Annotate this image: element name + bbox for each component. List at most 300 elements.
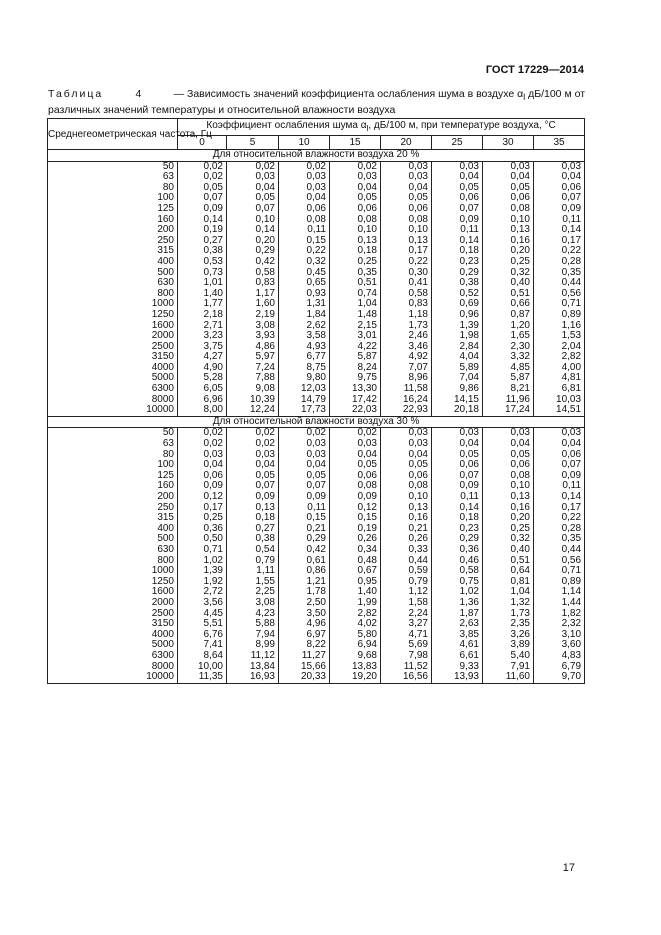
coefficient-cell: 0,38 (227, 534, 279, 545)
coefficient-cell: 0,52 (432, 289, 483, 300)
coefficient-cell: 0,29 (432, 268, 483, 279)
coefficient-cell: 0,05 (381, 460, 432, 471)
coefficient-cell: 4,00 (534, 363, 585, 374)
coefficient-cell: 1,17 (227, 289, 279, 300)
coefficient-cell: 2,35 (483, 619, 534, 630)
frequency-cell: 500 (48, 534, 178, 545)
coefficient-cell: 1,48 (330, 310, 381, 321)
coefficient-cell: 1,32 (483, 598, 534, 609)
coefficient-cell: 0,03 (483, 428, 534, 439)
frequency-cell: 125 (48, 471, 178, 482)
coefficient-cell: 0,07 (227, 481, 279, 492)
coefficient-cell: 0,03 (381, 172, 432, 183)
coefficient-cell: 8,75 (279, 363, 330, 374)
coefficient-cell: 0,16 (483, 503, 534, 514)
coefficient-cell: 0,15 (330, 513, 381, 524)
frequency-cell: 5000 (48, 373, 178, 384)
coefficient-cell: 0,04 (330, 183, 381, 194)
coefficient-cell: 4,93 (279, 342, 330, 353)
coefficient-cell: 0,06 (483, 460, 534, 471)
coefficient-cell: 8,99 (227, 640, 279, 651)
coefficient-cell: 0,18 (432, 513, 483, 524)
coefficient-cell: 0,08 (381, 481, 432, 492)
frequency-cell: 315 (48, 513, 178, 524)
coefficient-cell: 0,40 (483, 278, 534, 289)
coefficient-cell: 0,05 (432, 183, 483, 194)
coefficient-cell: 0,29 (279, 534, 330, 545)
coefficient-cell: 0,28 (534, 257, 585, 268)
coefficient-cell: 9,70 (534, 672, 585, 683)
coefficient-cell: 1,36 (432, 598, 483, 609)
coefficient-cell: 5,40 (483, 651, 534, 662)
coefficient-cell: 0,05 (483, 183, 534, 194)
coefficient-cell: 0,20 (483, 513, 534, 524)
coefficient-cell: 0,11 (534, 215, 585, 226)
coefficient-cell: 0,22 (534, 513, 585, 524)
temperature-header: 30 (483, 136, 534, 150)
frequency-cell: 100 (48, 193, 178, 204)
coefficient-cell: 3,08 (227, 321, 279, 332)
table-row (48, 405, 585, 416)
coefficient-cell: 12,24 (227, 405, 279, 416)
coefficient-cell: 0,53 (178, 257, 227, 268)
coefficient-cell: 0,34 (330, 545, 381, 556)
frequency-cell: 1250 (48, 577, 178, 588)
coefficient-cell: 0,71 (534, 566, 585, 577)
coefficient-cell: 0,18 (227, 513, 279, 524)
coefficient-cell: 0,15 (279, 513, 330, 524)
coefficient-cell: 0,05 (330, 193, 381, 204)
coefficient-cell: 0,87 (483, 310, 534, 321)
coefficient-cell: 1,12 (381, 587, 432, 598)
coefficient-cell: 1,31 (279, 299, 330, 310)
coefficient-cell: 0,25 (483, 524, 534, 535)
frequency-cell: 4000 (48, 363, 178, 374)
coefficient-cell: 0,13 (330, 236, 381, 247)
coefficient-cell: 0,10 (381, 225, 432, 236)
coefficient-cell: 0,02 (330, 428, 381, 439)
coefficient-cell: 0,02 (330, 161, 381, 172)
coefficient-cell: 5,89 (432, 363, 483, 374)
coefficient-cell: 14,15 (432, 395, 483, 406)
coefficient-cell: 4,23 (227, 609, 279, 620)
frequency-cell: 800 (48, 289, 178, 300)
caption-text-end: дБ/100 м от (525, 88, 585, 100)
coefficient-cell: 3,32 (483, 352, 534, 363)
coefficient-cell: 1,40 (178, 289, 227, 300)
coefficient-cell: 0,23 (432, 524, 483, 535)
coefficient-cell: 6,79 (534, 662, 585, 673)
coefficient-cell: 6,81 (534, 384, 585, 395)
coefficient-cell: 0,42 (227, 257, 279, 268)
coefficient-cell: 0,02 (178, 428, 227, 439)
coefficient-cell: 0,14 (534, 492, 585, 503)
frequency-cell: 500 (48, 268, 178, 279)
coefficient-cell: 0,54 (227, 545, 279, 556)
coefficient-cell: 0,07 (279, 481, 330, 492)
coefficient-cell: 0,38 (432, 278, 483, 289)
coefficient-cell: 0,07 (178, 193, 227, 204)
table-row (48, 598, 585, 609)
frequency-cell: 63 (48, 172, 178, 183)
temperature-header: 35 (534, 136, 585, 150)
coefficient-cell: 3,01 (330, 331, 381, 342)
coefficient-cell: 0,11 (432, 492, 483, 503)
coefficient-cell: 0,09 (227, 492, 279, 503)
coefficient-cell: 3,26 (483, 630, 534, 641)
coefficient-cell: 0,06 (381, 471, 432, 482)
coefficient-cell: 0,61 (279, 556, 330, 567)
coefficient-cell: 0,79 (227, 556, 279, 567)
coefficient-cell: 0,95 (330, 577, 381, 588)
coefficient-cell: 0,32 (483, 534, 534, 545)
frequency-cell: 50 (48, 161, 178, 172)
coefficient-cell: 0,18 (432, 246, 483, 257)
frequency-cell: 630 (48, 545, 178, 556)
coefficient-cell: 0,06 (330, 204, 381, 215)
coefficient-cell: 5,80 (330, 630, 381, 641)
coefficient-cell: 0,09 (432, 215, 483, 226)
coefficient-cell: 0,05 (227, 193, 279, 204)
coefficient-cell: 0,04 (227, 183, 279, 194)
coefficient-cell: 9,75 (330, 373, 381, 384)
coefficient-cell: 0,83 (381, 299, 432, 310)
coefficient-cell: 0,29 (227, 246, 279, 257)
coefficient-cell: 0,44 (381, 556, 432, 567)
coefficient-cell: 0,41 (381, 278, 432, 289)
frequency-cell: 80 (48, 183, 178, 194)
coefficient-cell: 0,09 (178, 204, 227, 215)
coefficient-cell: 0,96 (432, 310, 483, 321)
coefficient-cell: 0,07 (432, 204, 483, 215)
coefficient-cell: 0,42 (279, 545, 330, 556)
coefficient-cell: 0,03 (432, 161, 483, 172)
coefficient-cell: 0,05 (483, 450, 534, 461)
coefficient-cell: 0,74 (330, 289, 381, 300)
coefficient-cell: 0,08 (381, 215, 432, 226)
coefficient-cell: 1,44 (534, 598, 585, 609)
coefficient-cell: 0,58 (227, 268, 279, 279)
coefficient-cell: 0,36 (178, 524, 227, 535)
coefficient-cell: 0,08 (330, 481, 381, 492)
coefficient-cell: 0,03 (279, 439, 330, 450)
coefficient-cell: 19,20 (330, 672, 381, 683)
coefficient-cell: 0,04 (483, 172, 534, 183)
coefficient-cell: 2,82 (330, 609, 381, 620)
coefficient-cell: 0,03 (381, 161, 432, 172)
coefficient-cell: 0,58 (381, 289, 432, 300)
coefficient-cell: 0,03 (227, 172, 279, 183)
coefficient-cell: 10,03 (534, 395, 585, 406)
coefficient-cell: 1,39 (178, 566, 227, 577)
coefficient-cell: 0,21 (381, 524, 432, 535)
coefficient-cell: 2,82 (534, 352, 585, 363)
coefficient-cell: 8,24 (330, 363, 381, 374)
coefficient-cell: 6,97 (279, 630, 330, 641)
coefficient-cell: 4,71 (381, 630, 432, 641)
coefficient-cell: 6,77 (279, 352, 330, 363)
coefficient-cell: 2,32 (534, 619, 585, 630)
temperature-header: 25 (432, 136, 483, 150)
table-row (48, 492, 585, 503)
caption-line-2: различных значений температуры и относительной влажности воздуха (48, 104, 396, 117)
frequency-cell: 400 (48, 257, 178, 268)
coefficient-cell: 0,30 (381, 268, 432, 279)
coefficient-cell: 11,60 (483, 672, 534, 683)
frequency-cell: 250 (48, 503, 178, 514)
coefficient-cell: 2,24 (381, 609, 432, 620)
standard-code: ГОСТ 17229—2014 (485, 64, 584, 76)
coefficient-cell: 22,03 (330, 405, 381, 416)
coefficient-cell: 16,56 (381, 672, 432, 683)
table-row (48, 672, 585, 683)
coefficient-cell: 0,93 (279, 289, 330, 300)
coefficient-cell: 0,08 (279, 215, 330, 226)
coefficient-cell: 0,10 (483, 215, 534, 226)
coefficient-cell: 3,75 (178, 342, 227, 353)
coefficient-cell: 0,22 (534, 246, 585, 257)
coefficient-cell: 2,62 (279, 321, 330, 332)
coefficient-cell: 0,35 (534, 268, 585, 279)
coefficient-cell: 0,06 (483, 193, 534, 204)
coefficient-cell: 0,51 (483, 289, 534, 300)
coefficient-cell: 11,27 (279, 651, 330, 662)
coefficient-cell: 7,41 (178, 640, 227, 651)
frequency-cell: 160 (48, 481, 178, 492)
coefficient-cell: 2,72 (178, 587, 227, 598)
coefficient-cell: 0,05 (381, 193, 432, 204)
frequency-cell: 10000 (48, 405, 178, 416)
coefficient-cell: 1,55 (227, 577, 279, 588)
coefficient-cell: 0,09 (330, 492, 381, 503)
coefficient-cell: 0,04 (178, 460, 227, 471)
coefficient-cell: 0,04 (381, 450, 432, 461)
coefficient-cell: 1,39 (432, 321, 483, 332)
coefficient-cell: 0,20 (483, 246, 534, 257)
coefficient-cell: 0,32 (483, 268, 534, 279)
coefficient-cell: 7,94 (227, 630, 279, 641)
coefficient-cell: 0,02 (227, 439, 279, 450)
coefficient-cell: 8,22 (279, 640, 330, 651)
frequency-cell: 2500 (48, 342, 178, 353)
coefficient-cell: 1,20 (483, 321, 534, 332)
coefficient-cell: 0,71 (178, 545, 227, 556)
coefficient-cell: 1,40 (330, 587, 381, 598)
coefficient-cell: 0,06 (330, 471, 381, 482)
coefficient-cell: 0,35 (534, 534, 585, 545)
coefficient-cell: 1,99 (330, 598, 381, 609)
coefficient-cell: 20,33 (279, 672, 330, 683)
coefficient-cell: 0,08 (330, 215, 381, 226)
coefficient-cell: 0,19 (330, 524, 381, 535)
coefficient-cell: 7,88 (227, 373, 279, 384)
coefficient-cell: 0,58 (432, 566, 483, 577)
coefficient-cell: 1,02 (432, 587, 483, 598)
coefficient-cell: 0,03 (381, 439, 432, 450)
coefficient-cell: 7,91 (483, 662, 534, 673)
coefficient-cell: 1,21 (279, 577, 330, 588)
coefficient-cell: 0,25 (178, 513, 227, 524)
coefficient-cell: 0,04 (279, 460, 330, 471)
caption-line-1 (48, 88, 585, 104)
coefficient-cell: 0,59 (381, 566, 432, 577)
frequency-cell: 8000 (48, 662, 178, 673)
table-caption (48, 88, 585, 117)
section-title: Для относительной влажности воздуха 30 % (48, 416, 585, 428)
coefficient-cell: 1,87 (432, 609, 483, 620)
caption-label: Таблица (48, 88, 104, 100)
coefficient-cell: 5,87 (330, 352, 381, 363)
coefficient-cell: 0,17 (534, 503, 585, 514)
coefficient-cell: 2,30 (483, 342, 534, 353)
coefficient-cell: 1,04 (330, 299, 381, 310)
coefficient-cell: 0,14 (178, 215, 227, 226)
coefficient-cell: 0,33 (381, 545, 432, 556)
coefficient-cell: 0,89 (534, 310, 585, 321)
coefficient-cell: 0,23 (432, 257, 483, 268)
coefficient-cell: 0,02 (178, 172, 227, 183)
coefficient-cell: 3,46 (381, 342, 432, 353)
coefficient-cell: 4,86 (227, 342, 279, 353)
coefficient-cell: 3,89 (483, 640, 534, 651)
coefficient-cell: 0,46 (432, 556, 483, 567)
coefficient-cell: 0,83 (227, 278, 279, 289)
coefficient-cell: 0,13 (483, 225, 534, 236)
coefficient-cell: 7,04 (432, 373, 483, 384)
coefficient-cell: 6,96 (178, 395, 227, 406)
frequency-cell: 100 (48, 460, 178, 471)
coefficient-cell: 6,76 (178, 630, 227, 641)
coefficient-cell: 4,27 (178, 352, 227, 363)
coefficient-cell: 0,11 (279, 225, 330, 236)
coefficient-cell: 0,26 (381, 534, 432, 545)
coefficient-cell: 2,15 (330, 321, 381, 332)
frequency-cell: 125 (48, 204, 178, 215)
attenuation-table (47, 118, 585, 684)
coefficient-cell: 0,11 (432, 225, 483, 236)
coefficient-cell: 3,60 (534, 640, 585, 651)
coefficient-cell: 0,71 (534, 299, 585, 310)
coefficient-cell: 1,11 (227, 566, 279, 577)
table-row (48, 310, 585, 321)
coefficient-group-header (178, 119, 585, 136)
coefficient-cell: 0,04 (330, 450, 381, 461)
coefficient-cell: 3,10 (534, 630, 585, 641)
frequency-cell: 63 (48, 439, 178, 450)
coefficient-cell: 0,03 (279, 172, 330, 183)
coefficient-cell: 0,35 (330, 268, 381, 279)
coefficient-cell: 8,21 (483, 384, 534, 395)
frequency-cell: 5000 (48, 640, 178, 651)
coefficient-cell: 13,84 (227, 662, 279, 673)
coefficient-cell: 11,52 (381, 662, 432, 673)
coefficient-cell: 17,24 (483, 405, 534, 416)
coefficient-cell: 0,64 (483, 566, 534, 577)
coefficient-cell: 0,19 (178, 225, 227, 236)
coefficient-cell: 0,32 (279, 257, 330, 268)
coefficient-cell: 0,13 (483, 492, 534, 503)
coefficient-cell: 5,51 (178, 619, 227, 630)
coefficient-cell: 1,53 (534, 331, 585, 342)
coefficient-cell: 1,02 (178, 556, 227, 567)
humidity-section (48, 416, 585, 683)
coefficient-cell: 0,75 (432, 577, 483, 588)
coefficient-cell: 7,07 (381, 363, 432, 374)
coefficient-cell: 0,65 (279, 278, 330, 289)
coefficient-cell: 3,56 (178, 598, 227, 609)
coefficient-cell: 0,51 (483, 556, 534, 567)
coefficient-cell: 1,04 (483, 587, 534, 598)
coefficient-cell: 0,67 (330, 566, 381, 577)
coefficient-cell: 2,46 (381, 331, 432, 342)
coefficient-cell: 0,02 (178, 161, 227, 172)
coefficient-cell: 4,45 (178, 609, 227, 620)
coefficient-cell: 11,58 (381, 384, 432, 395)
coefficient-cell: 0,14 (432, 236, 483, 247)
coefficient-cell: 11,12 (227, 651, 279, 662)
coefficient-cell: 0,17 (381, 246, 432, 257)
coefficient-cell: 6,61 (432, 651, 483, 662)
coefficient-cell: 3,50 (279, 609, 330, 620)
coefficient-cell: 10,00 (178, 662, 227, 673)
coefficient-cell: 13,83 (330, 662, 381, 673)
frequency-cell: 200 (48, 492, 178, 503)
coefficient-cell: 1,77 (178, 299, 227, 310)
coefficient-cell: 4,92 (381, 352, 432, 363)
coefficient-cell: 0,50 (178, 534, 227, 545)
coefficient-cell: 0,05 (178, 183, 227, 194)
coefficient-cell: 13,93 (432, 672, 483, 683)
frequency-cell: 80 (48, 450, 178, 461)
coefficient-cell: 4,02 (330, 619, 381, 630)
coefficient-cell: 8,96 (381, 373, 432, 384)
coefficient-cell: 4,96 (279, 619, 330, 630)
frequency-column-header: Среднегеометрическая частота, Гц (48, 119, 178, 150)
coefficient-cell: 1,98 (432, 331, 483, 342)
coefficient-cell: 0,45 (279, 268, 330, 279)
coefficient-cell: 9,33 (432, 662, 483, 673)
coefficient-cell: 11,96 (483, 395, 534, 406)
coefficient-cell: 5,28 (178, 373, 227, 384)
coefficient-cell: 0,14 (227, 225, 279, 236)
coefficient-cell: 0,04 (279, 193, 330, 204)
coefficient-cell: 0,02 (227, 428, 279, 439)
coefficient-cell: 0,03 (227, 450, 279, 461)
coefficient-cell: 0,05 (279, 471, 330, 482)
coefficient-cell: 0,09 (432, 481, 483, 492)
frequency-cell: 2000 (48, 598, 178, 609)
coefficient-cell: 20,18 (432, 405, 483, 416)
coefficient-cell: 3,85 (432, 630, 483, 641)
coefficient-cell: 5,87 (483, 373, 534, 384)
coefficient-cell: 0,21 (279, 524, 330, 535)
frequency-cell: 50 (48, 428, 178, 439)
caption-number: 4 (135, 88, 142, 100)
coefficient-cell: 1,84 (279, 310, 330, 321)
coefficient-cell: 9,08 (227, 384, 279, 395)
coefficient-cell: 0,36 (432, 545, 483, 556)
coefficient-cell: 0,04 (483, 439, 534, 450)
coefficient-cell: 4,85 (483, 363, 534, 374)
section-title-row (48, 150, 585, 162)
coefficient-cell: 2,63 (432, 619, 483, 630)
coefficient-cell: 1,18 (381, 310, 432, 321)
coefficient-cell: 0,02 (279, 428, 330, 439)
coefficient-cell: 0,11 (279, 503, 330, 514)
coefficient-cell: 0,20 (227, 236, 279, 247)
coefficient-cell: 8,00 (178, 405, 227, 416)
coefficient-cell: 1,58 (381, 598, 432, 609)
